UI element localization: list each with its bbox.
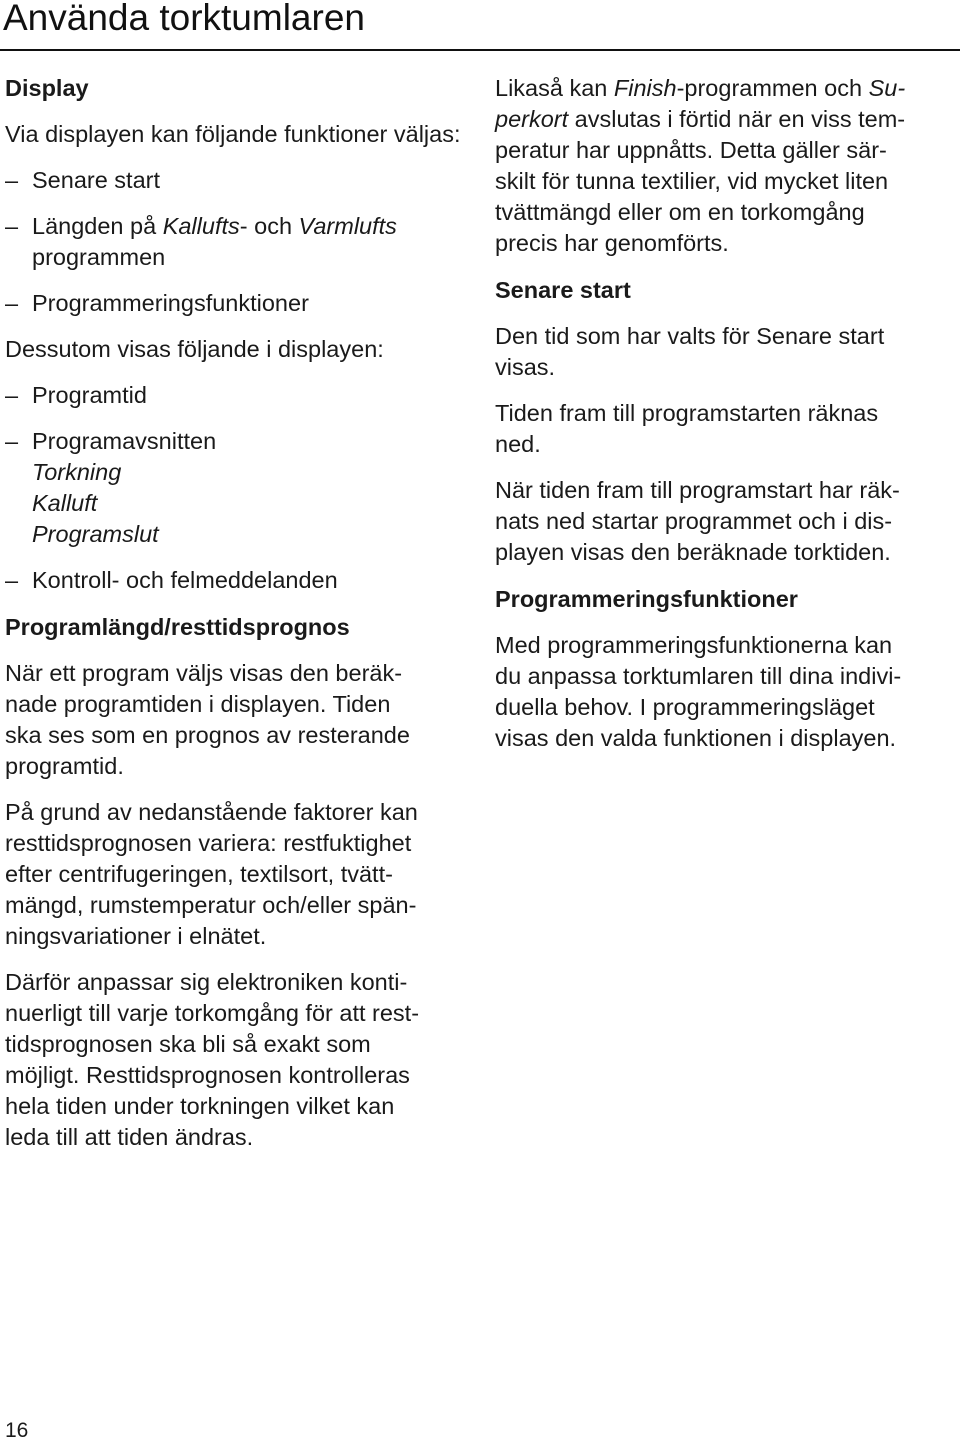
early-stop-paragraph: Likaså kan Finish-programmen och Su- perkort avslutas i förtid när en viss tem- peratur har uppnåtts. Detta gäller sär- skilt för tunna textilier, vid mycket liten tvättmängd eller om en torkomgång precis har genomförts. <box>495 75 906 256</box>
dash-bullet: – <box>5 428 19 454</box>
dash-bullet: – <box>5 213 19 239</box>
delayed-start-paragraph-1: Den tid som har valts för Senare start visas. <box>495 323 885 380</box>
forecast-paragraph-2: På grund av nedanstående faktorer kan resttidsprognosen variera: restfuktighet efter centrifugeringen, textilsort, tvätt- mängd, rumstemperatur och/eller spän- ningsvariationer i elnätet. <box>5 799 418 949</box>
page-number: 16 <box>5 1419 29 1442</box>
feature-list-item <box>5 165 465 196</box>
feature-senare-start: Senare start <box>32 167 161 193</box>
display-list-item <box>5 426 465 550</box>
display-messages: Kontroll- och felmeddelanden <box>32 567 338 593</box>
programming-heading: Programmeringsfunktioner <box>495 586 798 612</box>
phase-torkning: Torkning <box>32 459 122 485</box>
display-list-item <box>5 380 465 411</box>
delayed-start-heading: Senare start <box>495 277 631 303</box>
display-programtid: Programtid <box>32 382 147 408</box>
dash-bullet: – <box>5 382 19 408</box>
forecast-heading: Programlängd/resttidsprognos <box>5 614 350 640</box>
page-title: Använda torktumlaren <box>3 0 365 38</box>
feature-list-item <box>5 211 465 273</box>
phase-kalluft: Kalluft <box>32 490 98 516</box>
forecast-paragraph-3: Därför anpassar sig elektroniken konti- nuerligt till varje torkomgång för att rest- tidsprognosen ska bli så exakt som möjligt. Resttidsprognosen kontrolleras hela tiden under torkningen vilket kan leda till att tiden ändras. <box>5 969 420 1150</box>
forecast-paragraph-1: När ett program väljs visas den beräk- nade programtiden i displayen. Tiden ska ses som en prognos av resterande programtid. <box>5 660 410 779</box>
left-column <box>5 73 465 1153</box>
display-program-phases: Programavsnitten Torkning Kalluft Programslut <box>32 426 216 550</box>
display-heading: Display <box>5 75 89 101</box>
display-also-intro: Dessutom visas följande i displayen: <box>5 336 384 362</box>
title-rule <box>0 49 960 51</box>
display-intro: Via displayen kan följande funktioner väljas: <box>5 121 461 147</box>
display-list-item <box>5 565 465 596</box>
delayed-start-paragraph-2: Tiden fram till programstarten räknas ned. <box>495 400 879 457</box>
feature-program-length: Längden på Kallufts- och Varmlufts programmen <box>32 213 397 270</box>
dash-bullet: – <box>5 567 19 593</box>
feature-list-item <box>5 288 465 319</box>
programming-paragraph: Med programmeringsfunktionerna kan du anpassa torktumlaren till dina indivi- duella behov. I programmeringsläget visas den valda funktionen i displayen. <box>495 632 902 751</box>
right-column <box>495 73 955 754</box>
delayed-start-paragraph-3: När tiden fram till programstart har räk- nats ned startar programmet och i dis- playen visas den beräknade torktiden. <box>495 477 900 565</box>
phase-programslut: Programslut <box>32 521 159 547</box>
dash-bullet: – <box>5 290 19 316</box>
feature-programming: Programmeringsfunktioner <box>32 290 309 316</box>
dash-bullet: – <box>5 167 19 193</box>
